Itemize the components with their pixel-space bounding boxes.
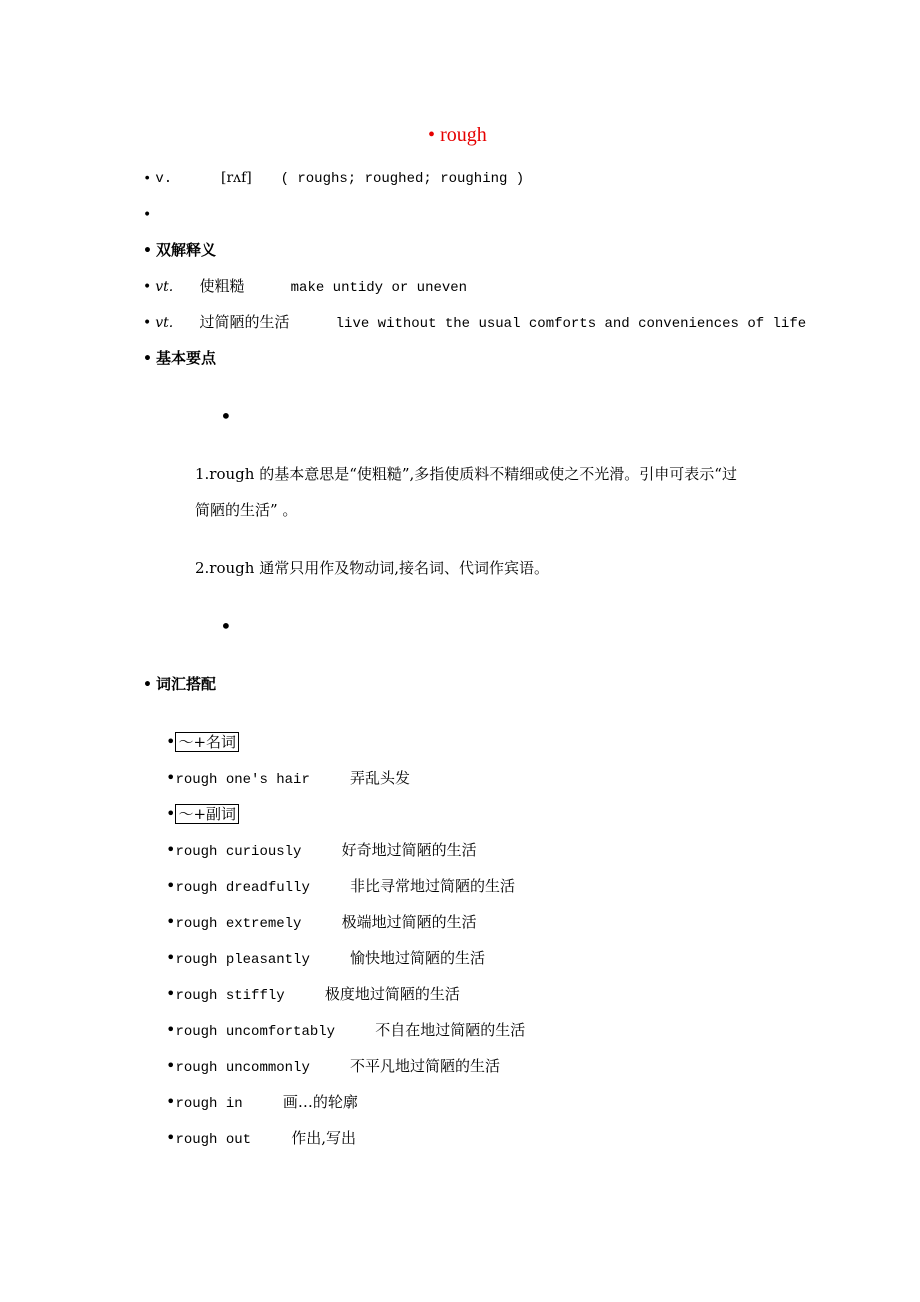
verb-phonetic: [rʌf] xyxy=(221,170,252,186)
collocation-item: •rough one's hair 弄乱头发 xyxy=(166,768,411,788)
collocation-item: •rough pleasantly 愉快地过简陋的生活 xyxy=(166,948,486,968)
definition-cn: 使粗糙 xyxy=(199,277,245,295)
group-label-noun: ～+名词 xyxy=(175,732,239,752)
group-label-adverb: ～+副词 xyxy=(175,804,239,824)
verb-line: • v. [rʌf] ( roughs; roughed; roughing ) xyxy=(143,170,525,187)
collocation-cn: 弄乱头发 xyxy=(350,769,411,787)
definition-en: make untidy or uneven xyxy=(290,280,468,296)
definition-item: • vt. 使粗糙 make untidy or uneven xyxy=(143,277,468,296)
collocation-item: •rough stiffly 极度地过简陋的生活 xyxy=(166,984,460,1004)
note-2: 2.rough 通常只用作及物动词,接名词、代词作宾语。 xyxy=(195,559,549,577)
collocation-item: •rough in 画…的轮廓 xyxy=(166,1092,358,1112)
verb-pos: v. xyxy=(155,171,173,187)
definition-cn: 过简陋的生活 xyxy=(199,313,290,331)
definition-en: live without the usual comforts and conveniences of life xyxy=(335,316,807,332)
collocation-group-label: • ～+副词 xyxy=(166,803,239,825)
collocation-en: rough one's hair xyxy=(175,772,310,788)
headword-text: rough xyxy=(440,124,487,146)
headword-bullet: • xyxy=(428,124,436,146)
collocation-en: rough dreadfully xyxy=(175,880,310,896)
section-key-points-label: 基本要点 xyxy=(155,349,216,367)
collocation-en: rough curiously xyxy=(175,844,302,860)
definition-item: • vt. 过简陋的生活 live without the usual comforts and conveniences of life xyxy=(143,313,807,332)
collocation-en: rough out xyxy=(175,1132,252,1148)
collocation-en: rough in xyxy=(175,1096,243,1112)
definition-pos: vt. xyxy=(155,315,174,331)
definition-pos: vt. xyxy=(155,279,174,295)
bullet-marker: • xyxy=(220,404,232,428)
collocation-cn: 愉快地过简陋的生活 xyxy=(350,949,486,967)
collocation-cn: 画…的轮廓 xyxy=(282,1093,358,1111)
collocation-en: rough uncomfortably xyxy=(175,1024,336,1040)
collocation-cn: 好奇地过简陋的生活 xyxy=(341,841,477,859)
note-1-line-1: 1.rough 的基本意思是“使粗糙”,多指使质料不精细或使之不光滑。引申可表示“过 xyxy=(195,465,737,483)
section-definitions-label: 双解释义 xyxy=(155,241,216,259)
verb-forms: ( roughs; roughed; roughing ) xyxy=(280,171,525,187)
collocation-cn: 非比寻常地过简陋的生活 xyxy=(350,877,516,895)
collocation-cn: 作出,写出 xyxy=(291,1129,357,1147)
collocation-item: •rough curiously 好奇地过简陋的生活 xyxy=(166,840,477,860)
section-collocations-label: 词汇搭配 xyxy=(155,675,216,693)
collocation-cn: 极度地过简陋的生活 xyxy=(324,985,460,1003)
collocation-en: rough uncommonly xyxy=(175,1060,310,1076)
bullet-marker: • xyxy=(220,614,232,638)
collocation-cn: 不自在地过简陋的生活 xyxy=(375,1021,526,1039)
empty-bullet: • xyxy=(143,207,152,223)
collocation-item: •rough out 作出,写出 xyxy=(166,1128,357,1148)
headword xyxy=(428,124,487,147)
collocation-group-label: • ～+名词 xyxy=(166,731,239,753)
collocation-cn: 不平凡地过简陋的生活 xyxy=(350,1057,501,1075)
collocation-item: •rough uncomfortably 不自在地过简陋的生活 xyxy=(166,1020,526,1040)
collocation-en: rough extremely xyxy=(175,916,302,932)
note-1-line-2: 简陋的生活” 。 xyxy=(195,501,298,519)
collocation-en: rough pleasantly xyxy=(175,952,310,968)
collocation-en: rough stiffly xyxy=(175,988,285,1004)
collocation-item: •rough dreadfully 非比寻常地过简陋的生活 xyxy=(166,876,516,896)
collocation-item: •rough extremely 极端地过简陋的生活 xyxy=(166,912,477,932)
section-key-points: • 基本要点 xyxy=(143,349,216,367)
section-collocations: • 词汇搭配 xyxy=(143,675,216,693)
collocation-item: •rough uncommonly 不平凡地过简陋的生活 xyxy=(166,1056,501,1076)
section-definitions: • 双解释义 xyxy=(143,241,216,259)
collocation-cn: 极端地过简陋的生活 xyxy=(341,913,477,931)
